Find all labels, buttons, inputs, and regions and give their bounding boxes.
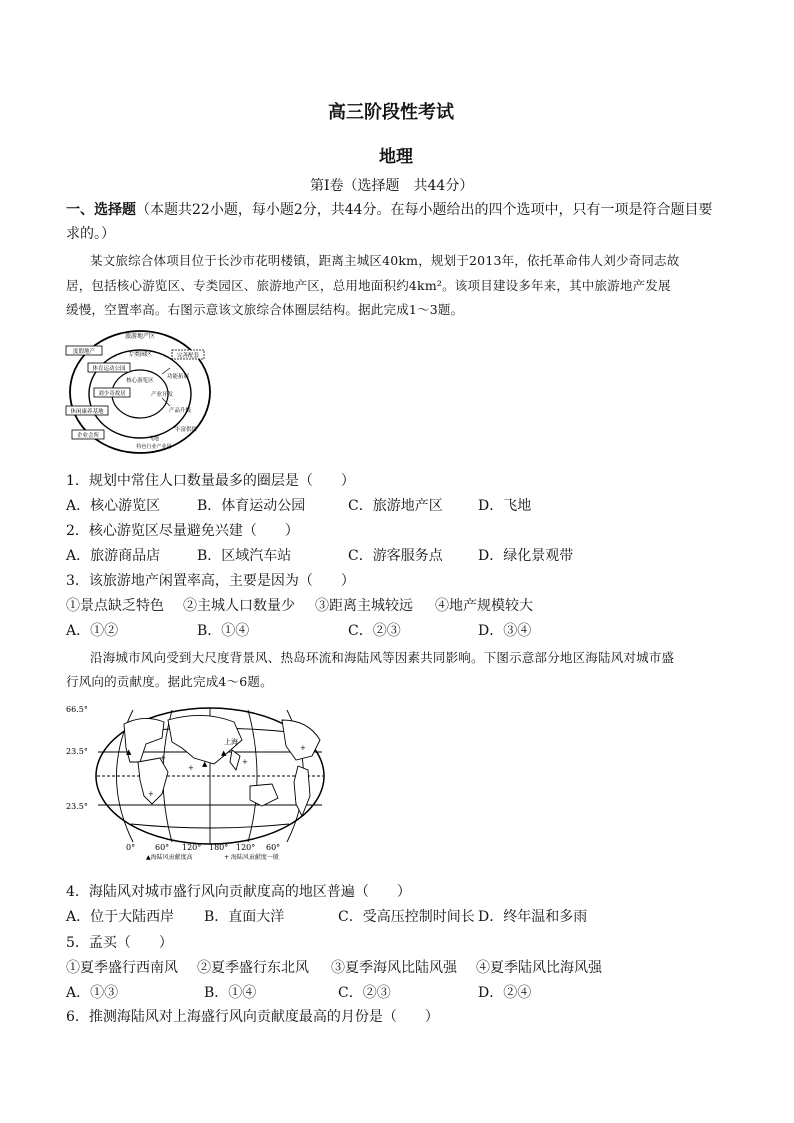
right-item-4: 产品升级 xyxy=(168,408,192,414)
ring-outer-label: 旅游地产区 xyxy=(124,333,156,340)
lon-label-60: 60° xyxy=(155,843,170,852)
lat-label-23n: 23.5° xyxy=(66,747,88,756)
instructions-line1: （本题共22小题，每小题2分，共44分。在每小题给出的四个选项中，只有一项是符合题目要 xyxy=(136,202,713,218)
q4-option-d[interactable]: D．终年温和多雨 xyxy=(478,909,588,925)
q3-statement-4: ④地产规模较大 xyxy=(435,598,533,614)
part-heading: 第Ⅰ卷（选择题 共44分） xyxy=(310,178,474,194)
ring-structure-diagram xyxy=(62,328,222,458)
q5-option-c[interactable]: C．②③ xyxy=(338,985,391,1001)
lat-label-23s: 23.5° xyxy=(66,802,88,811)
ring-mid-label: 专类园区 xyxy=(127,351,153,358)
marker-normal-5: + xyxy=(148,790,154,798)
passage2-line2: 行风向的贡献度。据此完成4～6题。 xyxy=(66,674,273,689)
marker-high-3: ▲ xyxy=(126,748,132,756)
q5-statement-1: ①夏季盛行西南风 xyxy=(66,960,178,976)
left-item-1: 度假地产 xyxy=(72,349,96,355)
world-map xyxy=(64,700,334,864)
q5-option-b[interactable]: B．①④ xyxy=(204,985,257,1001)
q4-option-b[interactable]: B．直面大洋 xyxy=(204,909,285,925)
passage2-line1: 沿海城市风向受到大尺度背景风、热岛环流和海陆风等因素共同影响。下图示意部分地区海陆风对城市盛 xyxy=(90,650,675,665)
marker-normal-4: + xyxy=(300,744,306,752)
bottom-label-2: 特色行业产业园 xyxy=(136,444,172,450)
lat-label-66: 66.5° xyxy=(66,705,88,714)
q3-option-d[interactable]: D．③④ xyxy=(478,623,532,639)
q3-statement-3: ③距离主城较远 xyxy=(315,598,413,614)
q1-stem: 1．规划中常住人口数量最多的圈层是（ ） xyxy=(66,473,355,489)
q3-stem: 3．该旅游地产闲置率高，主要是因为（ ） xyxy=(66,573,355,589)
right-item-1: 完善配套 xyxy=(176,353,200,359)
right-item-5: 丰富供给 xyxy=(174,427,198,433)
q1-option-a[interactable]: A．核心游览区 xyxy=(66,498,161,514)
q1-option-d[interactable]: D．飞地 xyxy=(478,498,532,514)
q3-option-c[interactable]: C．②③ xyxy=(348,623,401,639)
q3-option-b[interactable]: B．①④ xyxy=(197,623,250,639)
q2-stem: 2．核心游览区尽量避免兴建（ ） xyxy=(66,523,299,539)
q2-option-b[interactable]: B．区域汽车站 xyxy=(197,548,292,564)
section-heading: 一、选择题 xyxy=(66,202,136,218)
q2-option-c[interactable]: C．游客服务点 xyxy=(348,548,443,564)
q5-statement-3: ③夏季海风比陆风强 xyxy=(331,960,457,976)
q5-option-d[interactable]: D．②④ xyxy=(478,985,532,1001)
lon-label-180: 180° xyxy=(209,843,229,852)
q3-statement-1: ①景点缺乏特色 xyxy=(66,598,164,614)
q5-stem: 5．孟买（ ） xyxy=(66,935,173,951)
q2-option-a[interactable]: A．旅游商品店 xyxy=(66,548,161,564)
right-item-3: 产业开发 xyxy=(150,392,174,398)
q4-stem: 4．海陆风对城市盛行风向贡献度高的地区普遍（ ） xyxy=(66,884,411,900)
lon-label-0: 0° xyxy=(126,843,136,852)
passage1-line2: 居，包括核心游览区、专类园区、旅游地产区，总用地面积约4km²。该项目建设多年来，其中旅游地产发展 xyxy=(66,278,671,293)
legend-high: ▲海陆风贡献度高 xyxy=(146,854,193,861)
bottom-label-1: 飞地 xyxy=(148,436,160,442)
marker-high-2: ▲ xyxy=(202,760,208,768)
left-item-4: 休闲康养基地 xyxy=(70,409,104,415)
q5-option-a[interactable]: A．①③ xyxy=(66,985,119,1001)
right-item-2: 功能拓展 xyxy=(166,374,190,380)
ring-core-label: 核心游览区 xyxy=(126,378,154,384)
passage1-line3: 缓慢，空置率高。右图示意该文旅综合体圈层结构。据此完成1～3题。 xyxy=(66,302,464,317)
q3-statement-2: ②主城人口数量少 xyxy=(183,598,295,614)
lon-label-60w: 60° xyxy=(266,843,281,852)
section-instructions xyxy=(66,199,713,219)
instructions-line2: 求的。） xyxy=(66,226,115,242)
left-item-2: 体育运动公园 xyxy=(92,366,126,372)
passage1-line1: 某文旅综合体项目位于长沙市花明楼镇，距离主城区40km，规划于2013年，依托革命伟人刘少奇同志故 xyxy=(90,253,680,268)
city-label-shanghai: 上海 xyxy=(224,738,238,746)
marker-normal-1: + xyxy=(188,764,194,772)
q5-statement-2: ②夏季盛行东北风 xyxy=(197,960,309,976)
q3-option-a[interactable]: A．①② xyxy=(66,623,119,639)
marker-normal-2: + xyxy=(242,758,248,766)
q2-option-d[interactable]: D．绿化景观带 xyxy=(478,548,574,564)
marker-high-1: ▲ xyxy=(221,749,227,757)
q5-statement-4: ④夏季陆风比海风强 xyxy=(476,960,602,976)
lon-label-120: 120° xyxy=(182,843,202,852)
left-item-3: 刘少奇故居 xyxy=(98,391,126,397)
q1-option-b[interactable]: B．体育运动公园 xyxy=(197,498,306,514)
legend-normal: + 海陆风贡献度一般 xyxy=(224,854,279,861)
lon-label-120w: 120° xyxy=(236,843,256,852)
q4-option-c[interactable]: C．受高压控制时间长 xyxy=(338,909,475,925)
subject-title: 地理 xyxy=(379,147,413,167)
exam-title: 高三阶段性考试 xyxy=(328,102,454,123)
marker-normal-3: + xyxy=(160,754,166,762)
q1-option-c[interactable]: C．旅游地产区 xyxy=(348,498,443,514)
q6-stem: 6．推测海陆风对上海盛行风向贡献度最高的月份是（ ） xyxy=(66,1009,439,1025)
left-item-5: 企业会所 xyxy=(76,433,100,439)
q4-option-a[interactable]: A．位于大陆西岸 xyxy=(66,909,175,925)
